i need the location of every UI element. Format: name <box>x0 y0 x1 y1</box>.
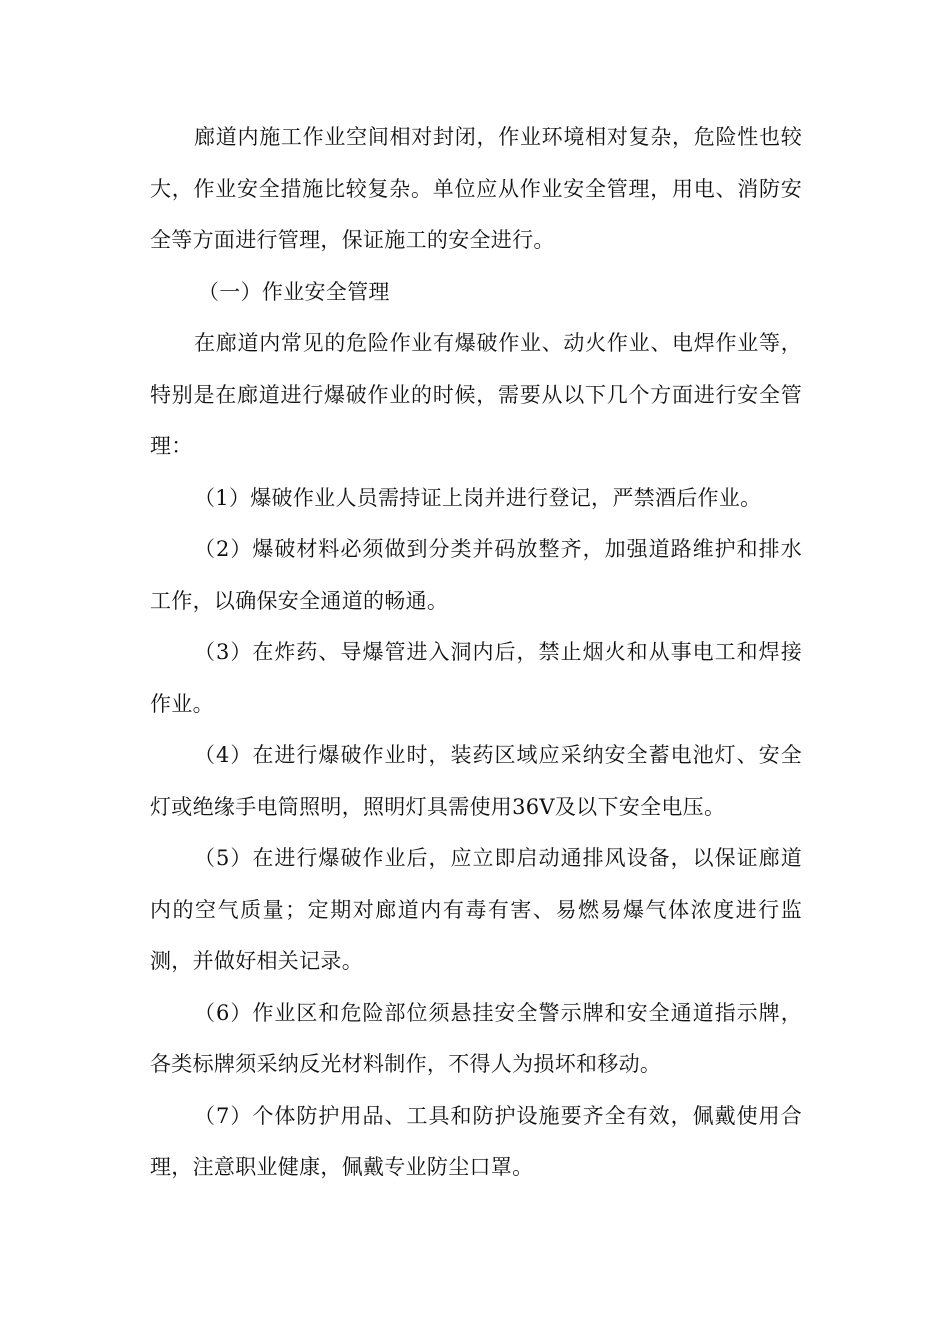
list-item-2: （2）爆破材料必须做到分类并码放整齐，加强道路维护和排水工作，以确保安全通道的畅通。 <box>150 537 802 613</box>
list-item-6: （6）作业区和危险部位须悬挂安全警示牌和安全通道指示牌，各类标牌须采纳反光材料制作，不得人为损坏和移动。 <box>150 1000 802 1076</box>
list-item-1: （1）爆破作业人员需持证上岗并进行登记，严禁酒后作业。 <box>194 485 762 510</box>
list-item-5: （5）在进行爆破作业后，应立即启动通排风设备，以保证廊道内的空气质量；定期对廊道内有毒有害、易燃易爆气体浓度进行监测，并做好相关记录。 <box>150 846 802 973</box>
document-body <box>150 112 802 1194</box>
section-intro-paragraph: 在廊道内常见的危险作业有爆破作业、动火作业、电焊作业等，特别是在廊道进行爆破作业的时候，需要从以下几个方面进行安全管理： <box>150 331 802 458</box>
section-heading: （一）作业安全管理 <box>198 279 390 304</box>
list-item-7: （7）个体防护用品、工具和防护设施要齐全有效，佩戴使用合理，注意职业健康，佩戴专业防尘口罩。 <box>150 1103 802 1179</box>
list-item-3: （3）在炸药、导爆管进入洞内后，禁止烟火和从事电工和焊接作业。 <box>150 640 802 716</box>
intro-paragraph: 廊道内施工作业空间相对封闭，作业环境相对复杂，危险性也较大，作业安全措施比较复杂。单位应从作业安全管理，用电、消防安全等方面进行管理，保证施工的安全进行。 <box>150 125 802 252</box>
list-item-4: （4）在进行爆破作业时，装药区域应采纳安全蓄电池灯、安全灯或绝缘手电筒照明，照明灯具需使用36V及以下安全电压。 <box>150 743 802 819</box>
